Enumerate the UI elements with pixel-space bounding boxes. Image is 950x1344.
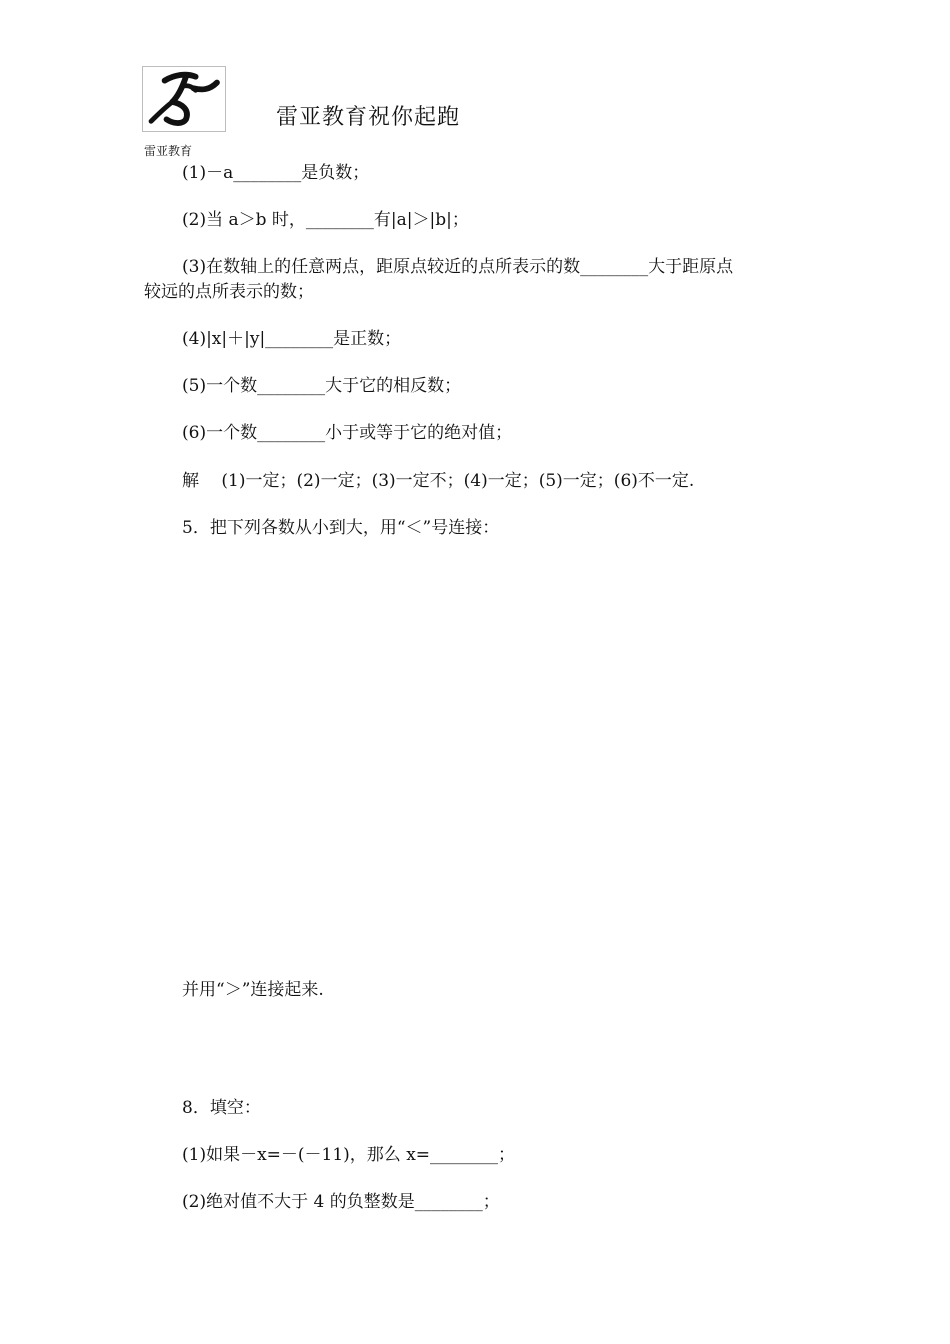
runner-logo <box>142 66 226 132</box>
logo-caption: 雷亚教育 <box>144 144 193 158</box>
question-4-5: (5)一个数________大于它的相反数； <box>182 376 462 396</box>
question-4-6: (6)一个数________小于或等于它的绝对值； <box>182 423 513 443</box>
question-5: 5．把下列各数从小到大，用“＜”号连接： <box>182 518 500 538</box>
question-4-4: (4)|x|＋|y|________是正数； <box>182 329 402 349</box>
question-8-1: (1)如果－x=－(－11)，那么 x=________； <box>182 1145 516 1165</box>
question-5-followup: 并用“＞”连接起来. <box>182 980 324 1000</box>
question-4-1: (1)－a________是负数； <box>182 163 370 183</box>
question-8-title: 8．填空： <box>182 1098 261 1118</box>
question-4-2: (2)当 a＞b 时，________有|a|＞|b|； <box>182 210 469 230</box>
question-4-3-line2: 较远的点所表示的数； <box>144 282 314 302</box>
question-4-3-line1: (3)在数轴上的任意两点，距原点较近的点所表示的数________大于距原点 <box>182 257 734 277</box>
answer-text: 解 (1)一定；(2)一定；(3)一定不；(4)一定；(5)一定；(6)不一定. <box>182 471 695 491</box>
question-8-2: (2)绝对值不大于 4 的负整数是________； <box>182 1192 500 1212</box>
header-title: 雷亚教育祝你起跑 <box>276 105 461 130</box>
runner-icon <box>143 67 225 131</box>
